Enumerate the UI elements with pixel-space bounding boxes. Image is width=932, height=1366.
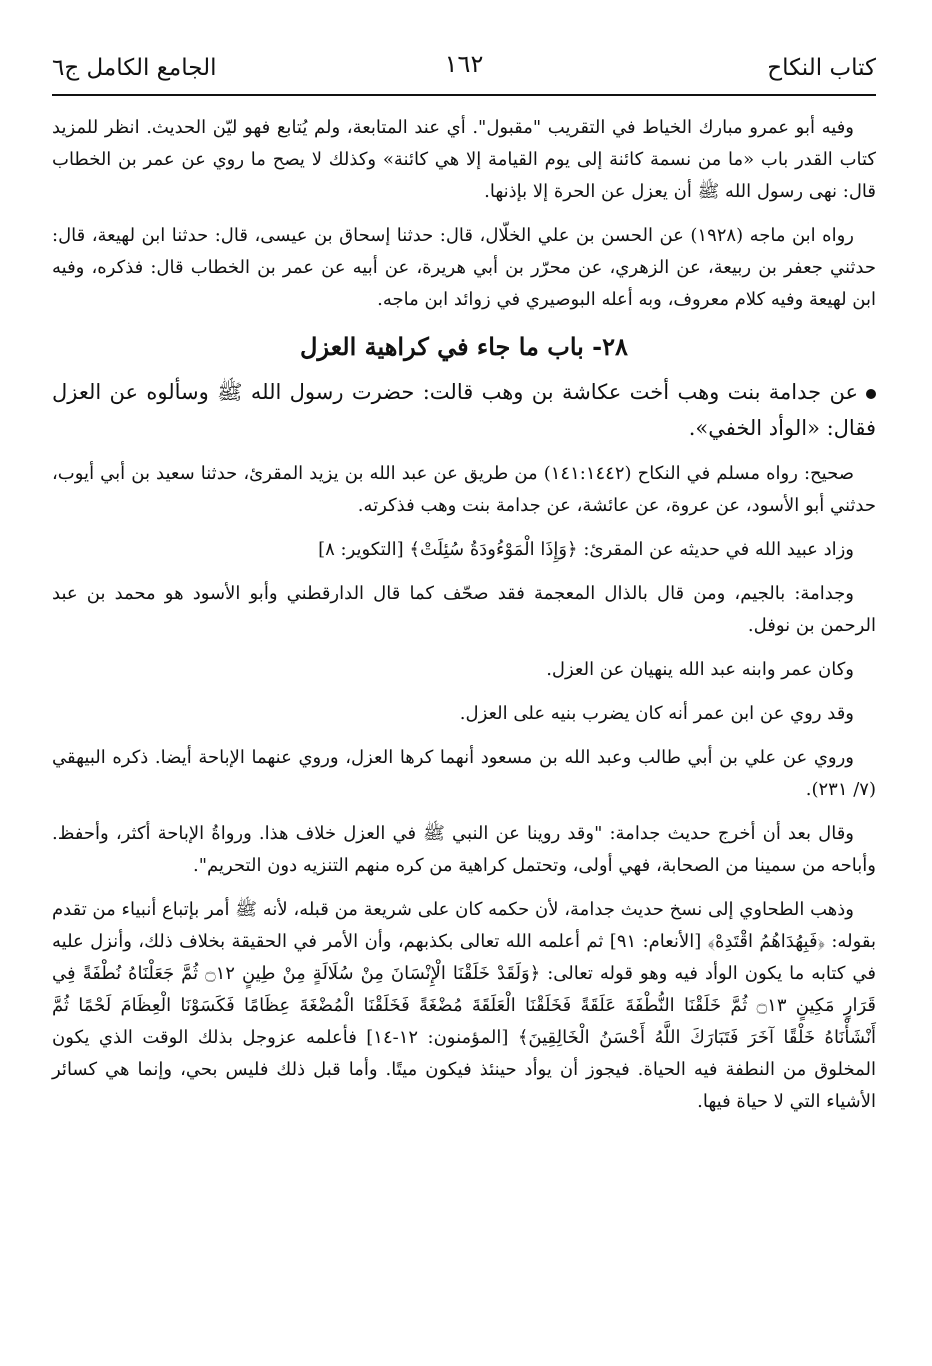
paragraph-3: صحيح: رواه مسلم في النكاح (١٤١:١٤٤٢) من طريق عن عبد الله بن يزيد المقرئ، حدثنا سعيد بن أبي أيوب، حدثني أبو الأسود، عن عروة، عن عائشة، عن جدامة بنت وهب فذكرته. [52, 463, 876, 516]
page-number: ١٦٢ [444, 50, 484, 78]
paragraph-2: رواه ابن ماجه (١٩٢٨) عن الحسن بن علي الخلّال، قال: حدثنا إسحاق بن عيسى، قال: حدثنا ابن لهيعة، قال: حدثني جعفر بن ربيعة، عن الزهري، عن محرّر بن أبي هريرة، عن أبيه عن عمر بن الخطاب قال: فذكره، وفيه ابن لهيعة وفيه كلام معروف، وبه أعله البوصيري في زوائد ابن ماجه. [52, 225, 876, 310]
paragraph-1: وفيه أبو عمرو مبارك الخياط في التقريب "مقبول". أي عند المتابعة، ولم يُتابع فهو ليّن الحديث. انظر للمزيد كتاب القدر باب «ما من نسمة كائنة إلى يوم القيامة إلا هي كائنة» وكذلك لا يصح ما روي عن عمر بن الخطاب قال: نهى رسول الله ﷺ أن يعزل عن الحرة إلا بإذنها. [52, 117, 876, 202]
header-rule [52, 94, 876, 96]
header-book-title: كتاب النكاح [767, 55, 876, 81]
section-title: ٢٨- باب ما جاء في كراهية العزل [300, 332, 628, 361]
paragraph-5: وجدامة: بالجيم، ومن قال بالذال المعجمة فقد صحّف كما قال الدارقطني وأبو الأسود هو محمد بن عبد الرحمن بن نوفل. [52, 583, 876, 636]
paragraph-6: وكان عمر وابنه عبد الله ينهيان عن العزل. [546, 659, 854, 680]
page-body [52, 112, 876, 1130]
page-header [52, 40, 876, 96]
paragraph-9: وقال بعد أن أخرج حديث جدامة: "وقد روينا عن النبي ﷺ في العزل خلاف هذا. ورواةُ الإباحة أكثر، وأحفظ. وأباحه من سمينا من الصحابة، فهي أولى، وتحتمل كراهية من كره منهم التنزيه دون التحريم". [52, 823, 876, 876]
bullet-icon [866, 389, 876, 399]
paragraph-8: وروي عن علي بن أبي طالب وعبد الله بن مسعود أنهما كرها العزل، وروي عنهما الإباحة أيضا. ذكره البيهقي (٧/ ٢٣١). [52, 747, 876, 800]
paragraph-10: وذهب الطحاوي إلى نسخ حديث جدامة، لأن حكمه كان على شريعة من قبله، لأنه ﷺ أمر بإتباع أنبياء من تقدم بقوله: ﴿فَبِهُدَاهُمُ اقْتَدِهْ﴾ [الأنعام: ٩١] ثم أعلمه الله تعالى بكذبهم، وأن الأمر في الحقيقة بخلاف ذلك، وأنزل عليه في كتابه ما يكون الوأد فيه وهو قوله تعالى: ﴿وَلَقَدْ خَلَقْنَا الْإِنْسَانَ مِنْ سُلَالَةٍ مِنْ طِينٍ ۝١٢ ثُمَّ جَعَلْنَاهُ نُطْفَةً فِي قَرَارٍ مَكِينٍ ۝١٣ ثُمَّ خَلَقْنَا النُّطْفَةَ عَلَقَةً فَخَلَقْنَا الْعَلَقَةَ مُضْغَةً فَخَلَقْنَا الْمُضْغَةَ عِظَامًا فَكَسَوْنَا الْعِظَامَ لَحْمًا ثُمَّ أَنْشَأْنَاهُ خَلْقًا آخَرَ فَتَبَارَكَ اللَّهُ أَحْسَنُ الْخَالِقِينَ﴾ [المؤمنون: ١٢-١٤] فأعلمه عزوجل بذلك الوقت الذي يكون المخلوق من النطفة فيه الحياة. فيجوز أن يوأد حينئذ فيكون ميتًا. وأما قبل ذلك فليس بحي، وإنما هي كسائر الأشياء التي لا حياة فيها. [52, 899, 876, 1112]
paragraph-7: وقد روي عن ابن عمر أنه كان يضرب بنيه على العزل. [459, 703, 854, 724]
hadith-text [52, 374, 876, 446]
paragraph-4: وزاد عبيد الله في حديثه عن المقرئ: ﴿وَإِذَا الْمَوْءُودَةُ سُئِلَتْ﴾ [التكوير: ٨] [318, 539, 854, 560]
hadith-body: عن جدامة بنت وهب أخت عكاشة بن وهب قالت: حضرت رسول الله ﷺ وسألوه عن العزل فقال: «الوأد الخفي». [52, 380, 876, 440]
header-volume-title: الجامع الكامل ج٦ [52, 55, 217, 81]
